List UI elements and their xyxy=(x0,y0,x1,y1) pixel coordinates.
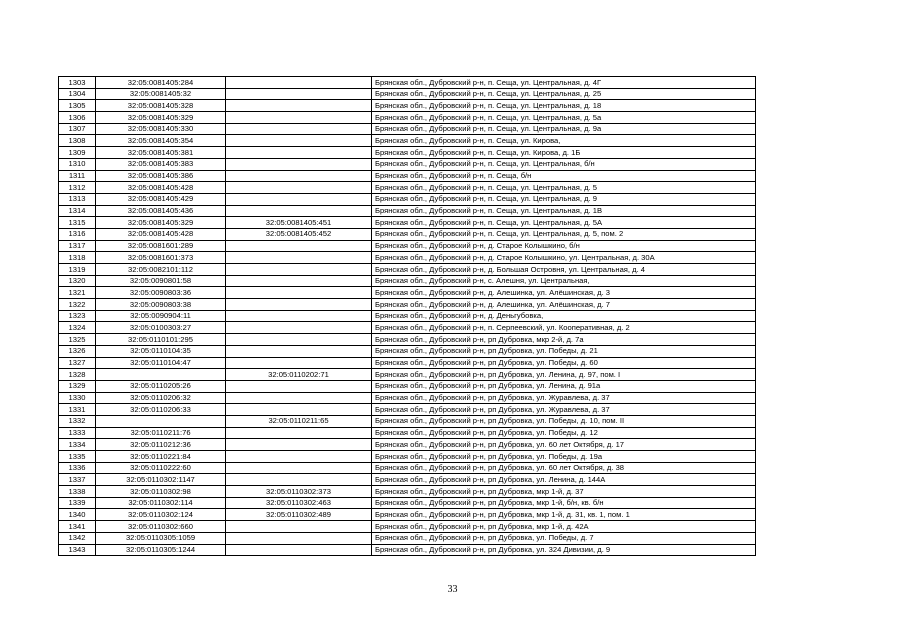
cadastral-number-cell: 32:05:0110305:1244 xyxy=(96,544,226,556)
related-cadastral-number-cell xyxy=(226,392,372,404)
related-cadastral-number-cell xyxy=(226,322,372,334)
address-cell: Брянская обл., Дубровский р-н, рп Дубровка, мкр 2-й, д. 7а xyxy=(372,334,756,346)
cadastral-number-cell: 32:05:0081405:386 xyxy=(96,170,226,182)
cadastral-number-cell: 32:05:0081405:383 xyxy=(96,158,226,170)
table-row xyxy=(59,474,756,486)
related-cadastral-number-cell xyxy=(226,275,372,287)
cadastral-number-cell: 32:05:0090803:38 xyxy=(96,299,226,311)
row-number-cell: 1309 xyxy=(59,147,96,159)
table-row xyxy=(59,112,756,124)
row-number-cell: 1315 xyxy=(59,217,96,229)
table-row xyxy=(59,509,756,521)
related-cadastral-number-cell xyxy=(226,264,372,276)
row-number-cell: 1308 xyxy=(59,135,96,147)
address-cell: Брянская обл., Дубровский р-н, д. Алешинка, ул. Алёшинская, д. 3 xyxy=(372,287,756,299)
related-cadastral-number-cell xyxy=(226,380,372,392)
row-number-cell: 1326 xyxy=(59,345,96,357)
cadastral-number-cell: 32:05:0081601:373 xyxy=(96,252,226,264)
table-row xyxy=(59,357,756,369)
row-number-cell: 1333 xyxy=(59,427,96,439)
row-number-cell: 1318 xyxy=(59,252,96,264)
related-cadastral-number-cell xyxy=(226,77,372,89)
address-cell: Брянская обл., Дубровский р-н, п. Сеща, ул. Кирова, xyxy=(372,135,756,147)
related-cadastral-number-cell xyxy=(226,345,372,357)
property-table xyxy=(58,76,756,556)
related-cadastral-number-cell xyxy=(226,287,372,299)
table-row xyxy=(59,205,756,217)
cadastral-number-cell: 32:05:0110104:35 xyxy=(96,345,226,357)
table-row xyxy=(59,369,756,381)
related-cadastral-number-cell: 32:05:0110211:65 xyxy=(226,415,372,427)
table-row xyxy=(59,77,756,89)
row-number-cell: 1307 xyxy=(59,123,96,135)
cadastral-number-cell: 32:05:0110302:660 xyxy=(96,521,226,533)
cadastral-number-cell: 32:05:0081405:354 xyxy=(96,135,226,147)
related-cadastral-number-cell xyxy=(226,147,372,159)
related-cadastral-number-cell: 32:05:0110302:463 xyxy=(226,497,372,509)
cadastral-number-cell: 32:05:0110222:60 xyxy=(96,462,226,474)
cadastral-number-cell: 32:05:0110205:26 xyxy=(96,380,226,392)
cadastral-number-cell: 32:05:0090904:11 xyxy=(96,310,226,322)
address-cell: Брянская обл., Дубровский р-н, рп Дубровка, мкр 1-й, д. 37 xyxy=(372,486,756,498)
address-cell: Брянская обл., Дубровский р-н, рп Дубровка, ул. 60 лет Октября, д. 17 xyxy=(372,439,756,451)
table-row xyxy=(59,217,756,229)
related-cadastral-number-cell xyxy=(226,427,372,439)
address-cell: Брянская обл., Дубровский р-н, рп Дубровка, ул. Победы, д. 7 xyxy=(372,532,756,544)
related-cadastral-number-cell xyxy=(226,252,372,264)
cadastral-number-cell: 32:05:0090803:36 xyxy=(96,287,226,299)
table-row xyxy=(59,334,756,346)
row-number-cell: 1331 xyxy=(59,404,96,416)
address-cell: Брянская обл., Дубровский р-н, п. Сеща, ул. Центральная, д. 9а xyxy=(372,123,756,135)
address-cell: Брянская обл., Дубровский р-н, рп Дубровка, ул. Ленина, д. 91а xyxy=(372,380,756,392)
related-cadastral-number-cell xyxy=(226,135,372,147)
cadastral-number-cell: 32:05:0110302:124 xyxy=(96,509,226,521)
address-cell: Брянская обл., Дубровский р-н, п. Сеща, ул. Центральная, д. 18 xyxy=(372,100,756,112)
address-cell: Брянская обл., Дубровский р-н, п. Сеща, ул. Центральная, д. 1В xyxy=(372,205,756,217)
cadastral-number-cell: 32:05:0110211:76 xyxy=(96,427,226,439)
related-cadastral-number-cell xyxy=(226,451,372,463)
address-cell: Брянская обл., Дубровский р-н, п. Сеща, ул. Центральная, д. 9 xyxy=(372,193,756,205)
row-number-cell: 1327 xyxy=(59,357,96,369)
cadastral-number-cell: 32:05:0110302:1147 xyxy=(96,474,226,486)
table-row xyxy=(59,486,756,498)
row-number-cell: 1343 xyxy=(59,544,96,556)
related-cadastral-number-cell: 32:05:0081405:452 xyxy=(226,228,372,240)
related-cadastral-number-cell xyxy=(226,193,372,205)
row-number-cell: 1311 xyxy=(59,170,96,182)
row-number-cell: 1324 xyxy=(59,322,96,334)
address-cell: Брянская обл., Дубровский р-н, п. Сеща, ул. Центральная, д. 25 xyxy=(372,88,756,100)
row-number-cell: 1334 xyxy=(59,439,96,451)
table-row xyxy=(59,451,756,463)
row-number-cell: 1329 xyxy=(59,380,96,392)
table-row xyxy=(59,252,756,264)
related-cadastral-number-cell: 32:05:0110302:489 xyxy=(226,509,372,521)
table-row xyxy=(59,439,756,451)
address-cell: Брянская обл., Дубровский р-н, рп Дубровка, мкр 1-й, д. 31, кв. 1, пом. 1 xyxy=(372,509,756,521)
table-row xyxy=(59,135,756,147)
row-number-cell: 1339 xyxy=(59,497,96,509)
cadastral-number-cell: 32:05:0110212:36 xyxy=(96,439,226,451)
table-row xyxy=(59,264,756,276)
cadastral-number-cell: 32:05:0081405:428 xyxy=(96,228,226,240)
address-cell: Брянская обл., Дубровский р-н, рп Дубровка, ул. Победы, д. 21 xyxy=(372,345,756,357)
related-cadastral-number-cell xyxy=(226,544,372,556)
table-row xyxy=(59,275,756,287)
table-body xyxy=(59,77,756,556)
row-number-cell: 1321 xyxy=(59,287,96,299)
row-number-cell: 1314 xyxy=(59,205,96,217)
row-number-cell: 1325 xyxy=(59,334,96,346)
cadastral-number-cell: 32:05:0110302:114 xyxy=(96,497,226,509)
row-number-cell: 1317 xyxy=(59,240,96,252)
related-cadastral-number-cell xyxy=(226,474,372,486)
cadastral-number-cell: 32:05:0081601:289 xyxy=(96,240,226,252)
cadastral-number-cell: 32:05:0110302:98 xyxy=(96,486,226,498)
row-number-cell: 1322 xyxy=(59,299,96,311)
address-cell: Брянская обл., Дубровский р-н, рп Дубровка, ул. Победы, д. 19а xyxy=(372,451,756,463)
address-cell: Брянская обл., Дубровский р-н, рп Дубровка, мкр 1-й, б/н, кв. б/н xyxy=(372,497,756,509)
related-cadastral-number-cell xyxy=(226,404,372,416)
table-row xyxy=(59,415,756,427)
address-cell: Брянская обл., Дубровский р-н, п. Сеща, ул. Кирова, д. 1Б xyxy=(372,147,756,159)
cadastral-number-cell: 32:05:0081405:429 xyxy=(96,193,226,205)
row-number-cell: 1306 xyxy=(59,112,96,124)
cadastral-number-cell: 32:05:0110305:1059 xyxy=(96,532,226,544)
table-row xyxy=(59,310,756,322)
table-row xyxy=(59,193,756,205)
related-cadastral-number-cell xyxy=(226,205,372,217)
row-number-cell: 1330 xyxy=(59,392,96,404)
address-cell: Брянская обл., Дубровский р-н, п. Сеща, ул. Центральная, б/н xyxy=(372,158,756,170)
cadastral-number-cell: 32:05:0081405:328 xyxy=(96,100,226,112)
cadastral-number-cell: 32:05:0081405:428 xyxy=(96,182,226,194)
address-cell: Брянская обл., Дубровский р-н, д. Большая Островня, ул. Центральная, д. 4 xyxy=(372,264,756,276)
related-cadastral-number-cell xyxy=(226,240,372,252)
address-cell: Брянская обл., Дубровский р-н, рп Дубровка, ул. Ленина, д. 97, пом. I xyxy=(372,369,756,381)
address-cell: Брянская обл., Дубровский р-н, рп Дубровка, ул. Победы, д. 12 xyxy=(372,427,756,439)
cadastral-number-cell xyxy=(96,415,226,427)
row-number-cell: 1332 xyxy=(59,415,96,427)
table-row xyxy=(59,521,756,533)
table-row xyxy=(59,299,756,311)
address-cell: Брянская обл., Дубровский р-н, п. Сеща, ул. Центральная, д. 5а xyxy=(372,112,756,124)
cadastral-number-cell: 32:05:0110206:33 xyxy=(96,404,226,416)
address-cell: Брянская обл., Дубровский р-н, рп Дубровка, ул. 324 Дивизии, д. 9 xyxy=(372,544,756,556)
row-number-cell: 1319 xyxy=(59,264,96,276)
related-cadastral-number-cell xyxy=(226,158,372,170)
related-cadastral-number-cell xyxy=(226,170,372,182)
related-cadastral-number-cell: 32:05:0110302:373 xyxy=(226,486,372,498)
row-number-cell: 1305 xyxy=(59,100,96,112)
table-row xyxy=(59,427,756,439)
cadastral-number-cell xyxy=(96,369,226,381)
table-row xyxy=(59,404,756,416)
address-cell: Брянская обл., Дубровский р-н, д. Старое Колышкино, б/н xyxy=(372,240,756,252)
row-number-cell: 1337 xyxy=(59,474,96,486)
cadastral-number-cell: 32:05:0081405:330 xyxy=(96,123,226,135)
row-number-cell: 1342 xyxy=(59,532,96,544)
cadastral-number-cell: 32:05:0090801:58 xyxy=(96,275,226,287)
cadastral-number-cell: 32:05:0081405:284 xyxy=(96,77,226,89)
row-number-cell: 1323 xyxy=(59,310,96,322)
related-cadastral-number-cell: 32:05:0081405:451 xyxy=(226,217,372,229)
address-cell: Брянская обл., Дубровский р-н, д. Алешинка, ул. Алёшинская, д. 7 xyxy=(372,299,756,311)
address-cell: Брянская обл., Дубровский р-н, рп Дубровка, ул. Победы, д. 60 xyxy=(372,357,756,369)
table-row xyxy=(59,345,756,357)
address-cell: Брянская обл., Дубровский р-н, д. Деньгубовка, xyxy=(372,310,756,322)
table-row xyxy=(59,100,756,112)
cadastral-number-cell: 32:05:0082101:112 xyxy=(96,264,226,276)
address-cell: Брянская обл., Дубровский р-н, рп Дубровка, ул. Журавлева, д. 37 xyxy=(372,404,756,416)
table-row xyxy=(59,380,756,392)
address-cell: Брянская обл., Дубровский р-н, рп Дубровка, ул. 60 лет Октября, д. 38 xyxy=(372,462,756,474)
table-row xyxy=(59,170,756,182)
table-row xyxy=(59,147,756,159)
cadastral-number-cell: 32:05:0081405:329 xyxy=(96,217,226,229)
row-number-cell: 1336 xyxy=(59,462,96,474)
cadastral-number-cell: 32:05:0110206:32 xyxy=(96,392,226,404)
address-cell: Брянская обл., Дубровский р-н, рп Дубровка, ул. Журавлева, д. 37 xyxy=(372,392,756,404)
related-cadastral-number-cell: 32:05:0110202:71 xyxy=(226,369,372,381)
table-row xyxy=(59,88,756,100)
related-cadastral-number-cell xyxy=(226,357,372,369)
row-number-cell: 1304 xyxy=(59,88,96,100)
row-number-cell: 1312 xyxy=(59,182,96,194)
table-row xyxy=(59,322,756,334)
related-cadastral-number-cell xyxy=(226,123,372,135)
table-row xyxy=(59,240,756,252)
related-cadastral-number-cell xyxy=(226,532,372,544)
row-number-cell: 1316 xyxy=(59,228,96,240)
row-number-cell: 1338 xyxy=(59,486,96,498)
row-number-cell: 1328 xyxy=(59,369,96,381)
address-cell: Брянская обл., Дубровский р-н, рп Дубровка, мкр 1-й, д. 42А xyxy=(372,521,756,533)
address-cell: Брянская обл., Дубровский р-н, рп Дубровка, ул. Победы, д. 10, пом. II xyxy=(372,415,756,427)
row-number-cell: 1340 xyxy=(59,509,96,521)
address-cell: Брянская обл., Дубровский р-н, п. Сеща, ул. Центральная, д. 4Г xyxy=(372,77,756,89)
related-cadastral-number-cell xyxy=(226,88,372,100)
related-cadastral-number-cell xyxy=(226,299,372,311)
table-row xyxy=(59,287,756,299)
table-row xyxy=(59,228,756,240)
related-cadastral-number-cell xyxy=(226,521,372,533)
row-number-cell: 1335 xyxy=(59,451,96,463)
row-number-cell: 1313 xyxy=(59,193,96,205)
address-cell: Брянская обл., Дубровский р-н, п. Сеща, ул. Центральная, д. 5, пом. 2 xyxy=(372,228,756,240)
row-number-cell: 1310 xyxy=(59,158,96,170)
table-row xyxy=(59,532,756,544)
row-number-cell: 1320 xyxy=(59,275,96,287)
table-row xyxy=(59,182,756,194)
table-row xyxy=(59,497,756,509)
table-row xyxy=(59,392,756,404)
related-cadastral-number-cell xyxy=(226,334,372,346)
cadastral-number-cell: 32:05:0081405:329 xyxy=(96,112,226,124)
related-cadastral-number-cell xyxy=(226,100,372,112)
row-number-cell: 1303 xyxy=(59,77,96,89)
related-cadastral-number-cell xyxy=(226,182,372,194)
table-row xyxy=(59,462,756,474)
row-number-cell: 1341 xyxy=(59,521,96,533)
table-row xyxy=(59,123,756,135)
cadastral-number-cell: 32:05:0110221:84 xyxy=(96,451,226,463)
cadastral-number-cell: 32:05:0110101:295 xyxy=(96,334,226,346)
address-cell: Брянская обл., Дубровский р-н, рп Дубровка, ул. Ленина, д. 144А xyxy=(372,474,756,486)
address-cell: Брянская обл., Дубровский р-н, п. Сеща, б/н xyxy=(372,170,756,182)
cadastral-number-cell: 32:05:0081405:436 xyxy=(96,205,226,217)
address-cell: Брянская обл., Дубровский р-н, д. Старое Колышкино, ул. Центральная, д. 30А xyxy=(372,252,756,264)
related-cadastral-number-cell xyxy=(226,112,372,124)
cadastral-number-cell: 32:05:0110104:47 xyxy=(96,357,226,369)
related-cadastral-number-cell xyxy=(226,310,372,322)
cadastral-number-cell: 32:05:0100303:27 xyxy=(96,322,226,334)
address-cell: Брянская обл., Дубровский р-н, п. Серпеевский, ул. Кооперативная, д. 2 xyxy=(372,322,756,334)
address-cell: Брянская обл., Дубровский р-н, п. Сеща, ул. Центральная, д. 5 xyxy=(372,182,756,194)
related-cadastral-number-cell xyxy=(226,439,372,451)
table-row xyxy=(59,158,756,170)
cadastral-number-cell: 32:05:0081405:381 xyxy=(96,147,226,159)
address-cell: Брянская обл., Дубровский р-н, с. Алешня, ул. Центральная, xyxy=(372,275,756,287)
table-row xyxy=(59,544,756,556)
address-cell: Брянская обл., Дубровский р-н, п. Сеща, ул. Центральная, д. 5А xyxy=(372,217,756,229)
cadastral-number-cell: 32:05:0081405:32 xyxy=(96,88,226,100)
related-cadastral-number-cell xyxy=(226,462,372,474)
page-number: 33 xyxy=(447,584,458,595)
